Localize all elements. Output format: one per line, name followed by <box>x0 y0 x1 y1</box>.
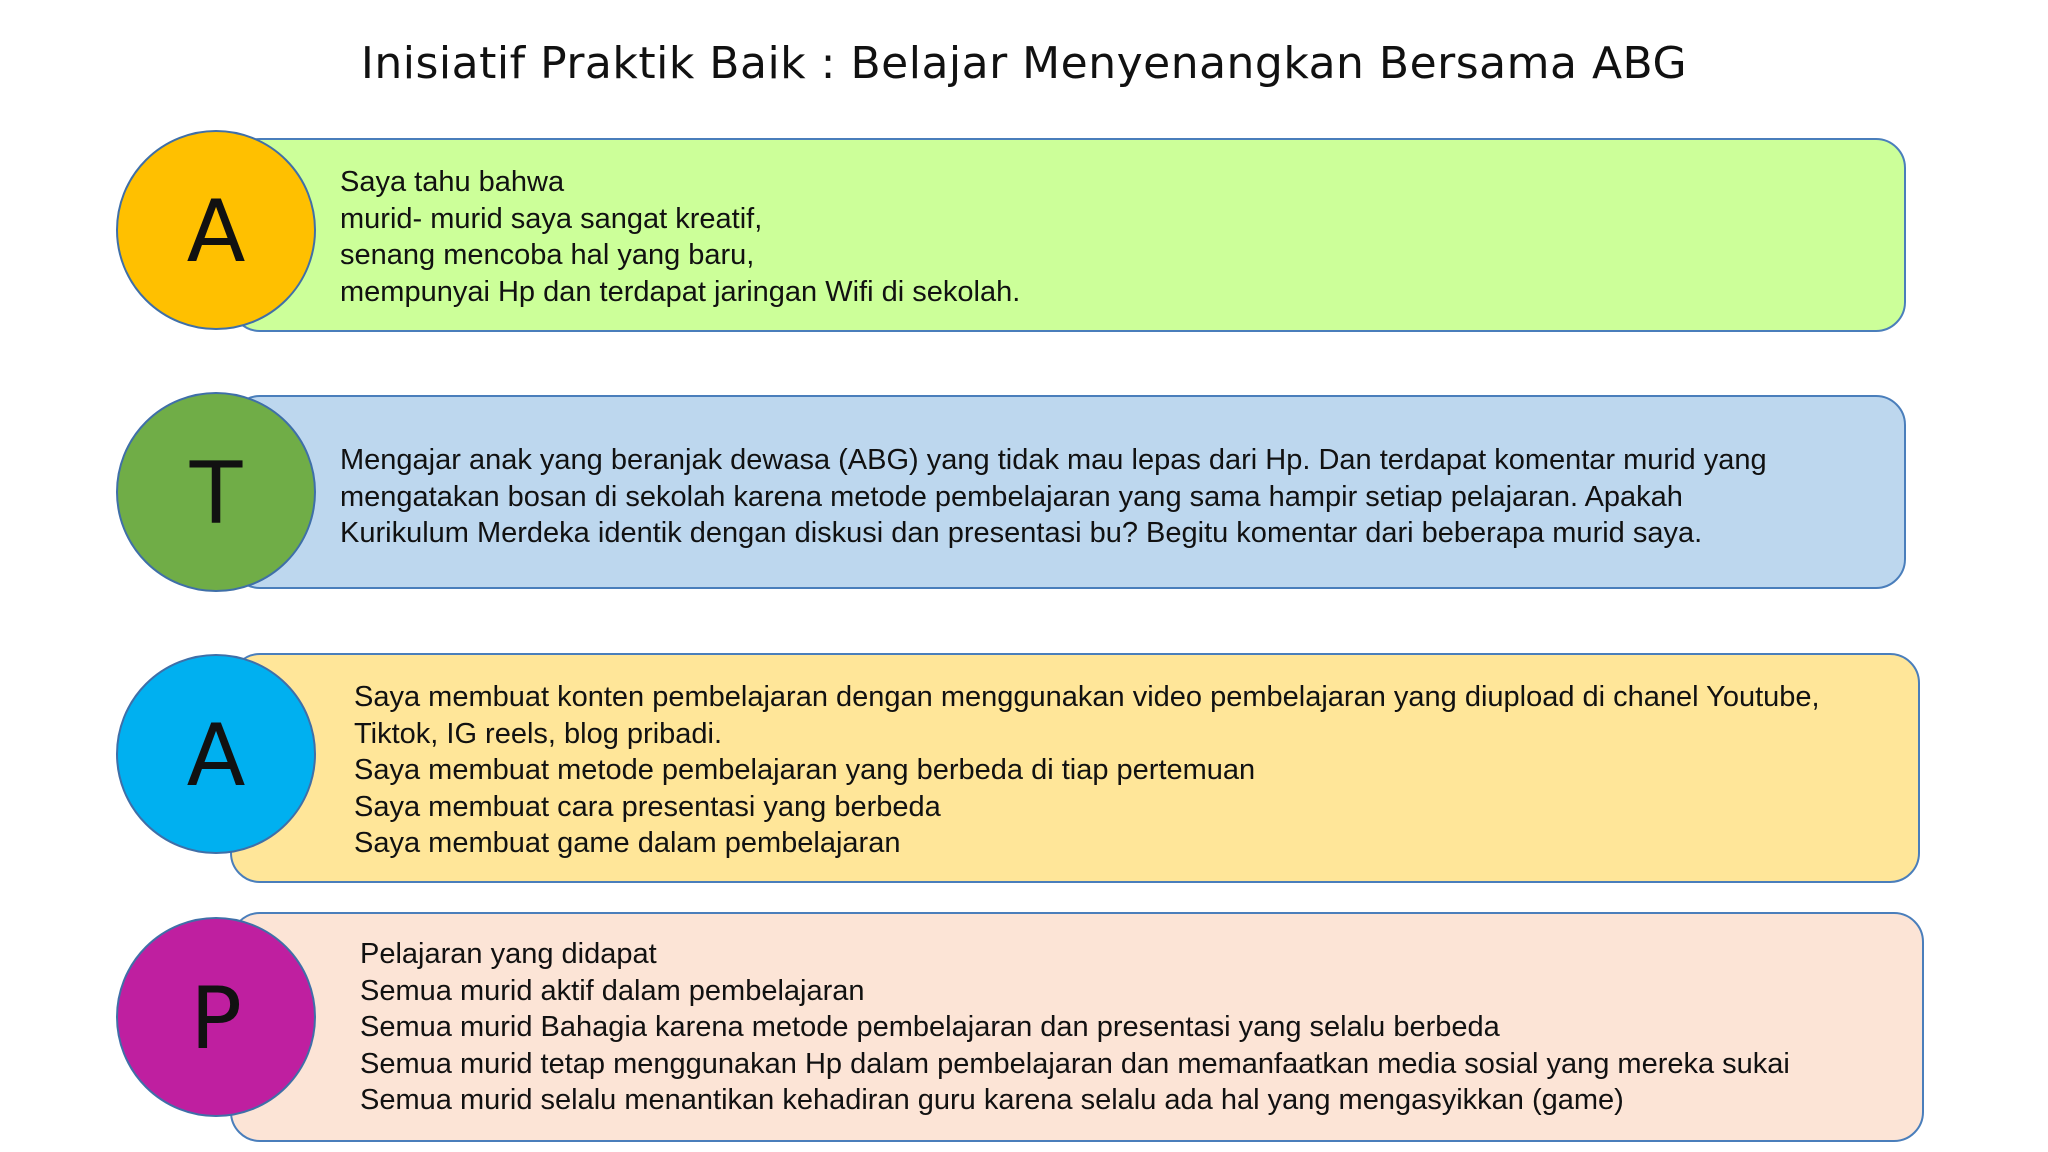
box-text <box>354 679 1820 862</box>
letter-circle-a <box>116 130 316 330</box>
box-text <box>360 936 1790 1119</box>
text-line: mempunyai Hp dan terdapat jaringan Wifi di sekolah. <box>340 275 1021 308</box>
circle-letter: T <box>189 444 243 544</box>
text-line: Kurikulum Merdeka identik dengan diskusi dan presentasi bu? Begitu komentar dari beberapa murid saya. <box>340 517 1703 549</box>
text-line: Semua murid Bahagia karena metode pembelajaran dan presentasi yang selalu berbeda <box>360 1011 1500 1043</box>
text-line: Saya membuat konten pembelajaran dengan menggunakan video pembelajaran yang diupload di chanel Youtube, <box>354 681 1820 713</box>
text-line: murid- murid saya sangat kreatif, <box>340 202 763 235</box>
atap-box-t-challenge <box>230 395 1906 589</box>
atap-box-a-action <box>230 653 1920 883</box>
page-title: Inisiatif Praktik Baik : Belajar Menyenangkan Bersama ABG <box>360 38 1688 89</box>
circle-letter: A <box>186 182 246 282</box>
text-line: Semua murid selalu menantikan kehadiran guru karena selalu ada hal yang mengasyikkan (game) <box>360 1084 1624 1116</box>
box-text <box>340 164 1020 310</box>
text-line: Pelajaran yang didapat <box>360 938 657 970</box>
box-text <box>340 442 1767 552</box>
text-line: Tiktok, IG reels, blog pribadi. <box>354 717 723 750</box>
letter-circle-t <box>116 392 316 592</box>
circle-letter: A <box>186 706 246 806</box>
atap-box-p-lesson <box>230 912 1924 1142</box>
text-line: Saya membuat cara presentasi yang berbeda <box>354 790 941 823</box>
circle-letter: P <box>190 969 242 1069</box>
text-line: senang mencoba hal yang baru, <box>340 239 755 271</box>
text-line: Mengajar anak yang beranjak dewasa (ABG) yang tidak mau lepas dari Hp. Dan terdapat komentar murid yang <box>340 444 1767 476</box>
letter-circle-a <box>116 654 316 854</box>
text-line: Semua murid tetap menggunakan Hp dalam pembelajaran dan memanfaatkan media sosial yang mereka sukai <box>360 1047 1790 1080</box>
text-line: Saya tahu bahwa <box>340 166 565 198</box>
letter-circle-p <box>116 917 316 1117</box>
text-line: Saya membuat game dalam pembelajaran <box>354 827 901 859</box>
text-line: Semua murid aktif dalam pembelajaran <box>360 974 865 1007</box>
atap-box-a-situation <box>230 138 1906 332</box>
text-line: mengatakan bosan di sekolah karena metode pembelajaran yang sama hampir setiap pelajaran. Apakah <box>340 480 1683 513</box>
text-line: Saya membuat metode pembelajaran yang berbeda di tiap pertemuan <box>354 754 1256 786</box>
